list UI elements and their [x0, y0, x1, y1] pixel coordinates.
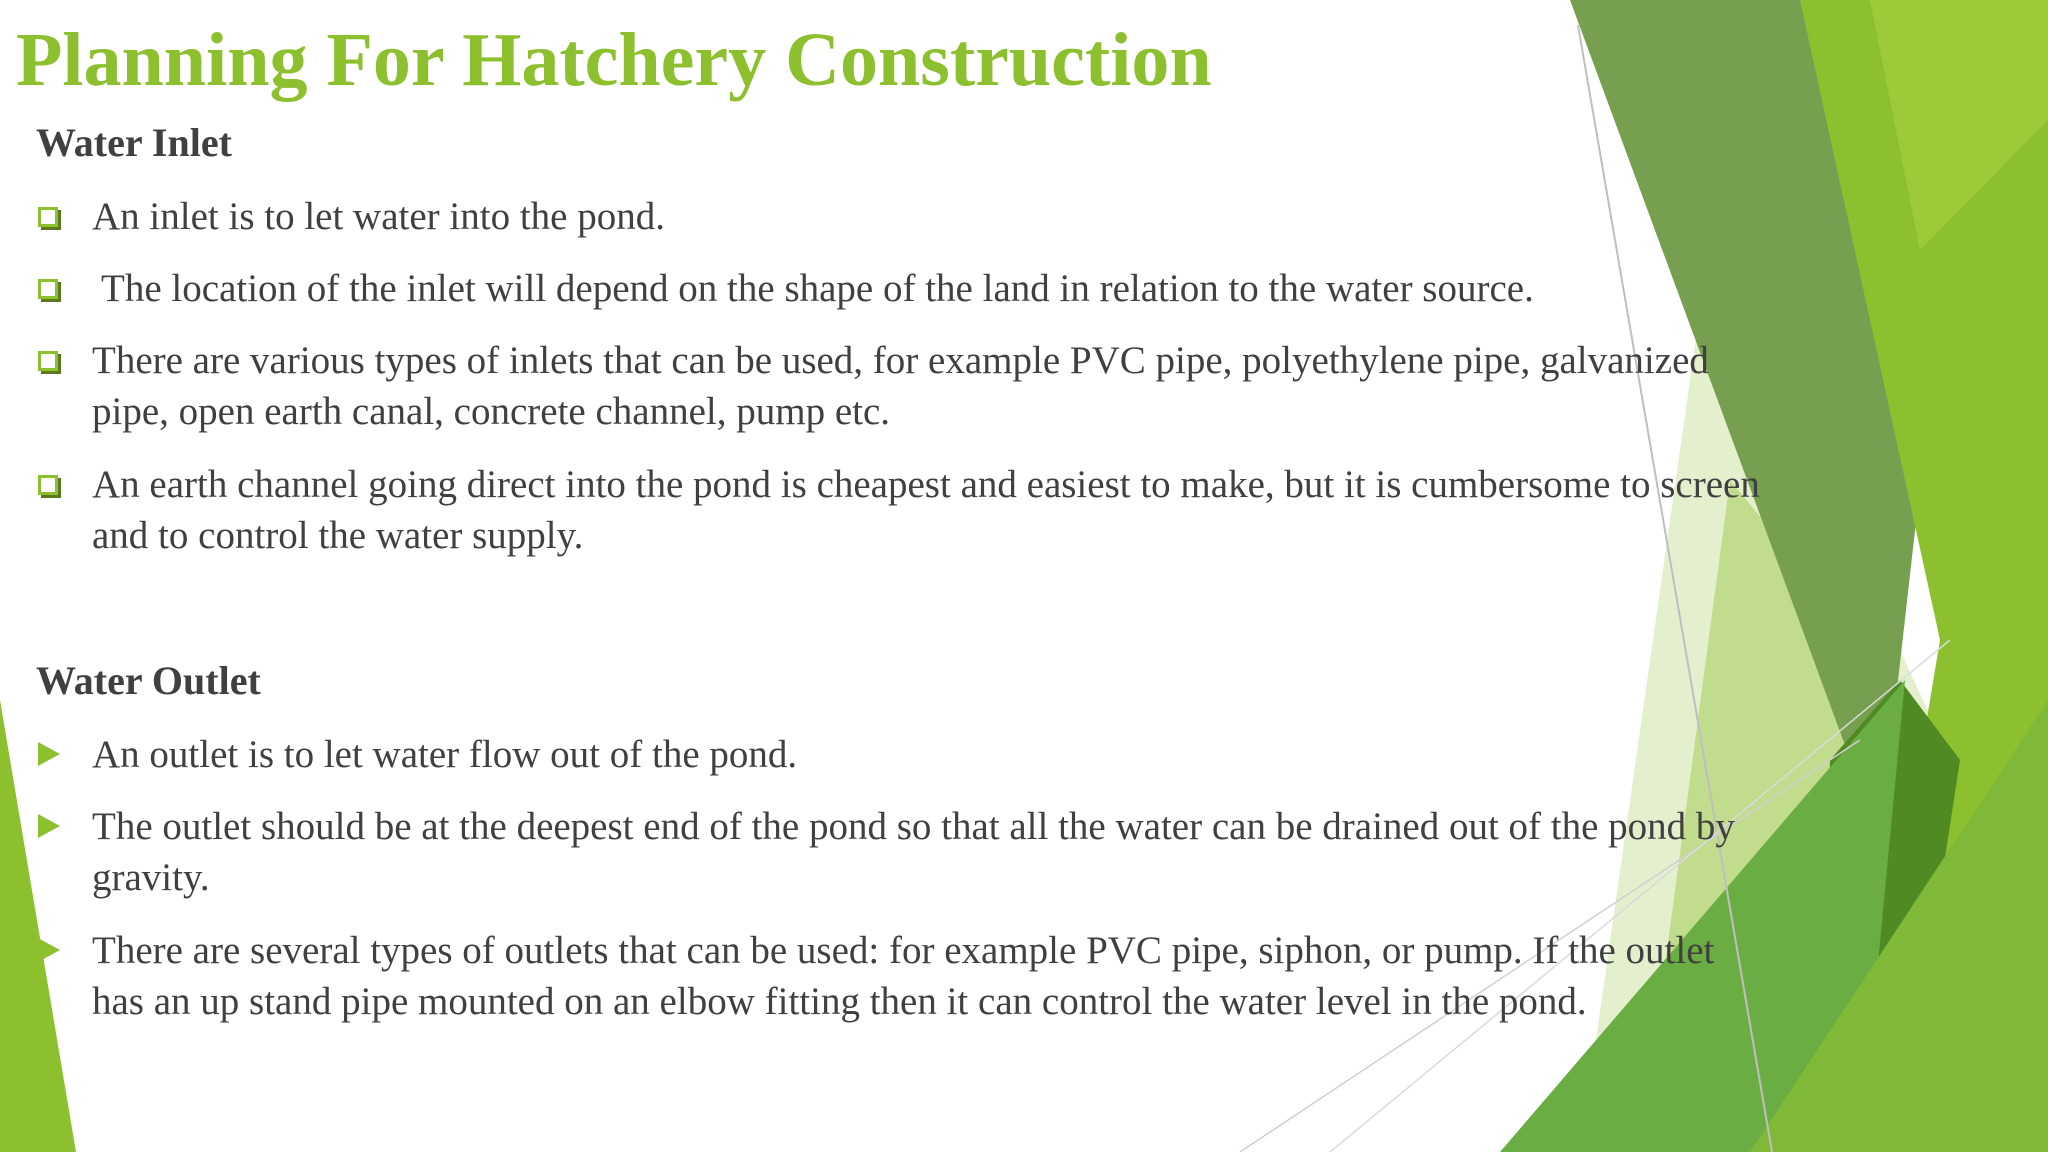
triangle-bullet-icon: [38, 742, 60, 766]
triangle-bullet-icon: [38, 938, 60, 962]
bullet-text: There are various types of inlets that can be used, for example PVC pipe, polyethylene pipe, galvanized pipe, open earth canal, concrete channel, pump etc.: [92, 339, 1709, 433]
square-bullet-icon: [38, 351, 58, 371]
left-green-sliver: [0, 700, 76, 1152]
triangle-bullet-icon: [38, 814, 60, 838]
bullet-text: There are several types of outlets that can be used: for example PVC pipe, siphon, or pump. If the outlet has an up stand pipe mounted on an elbow fitting then it can control the water level in the pond.: [92, 929, 1715, 1023]
slide-title: Planning For Hatchery Construction: [16, 18, 1212, 102]
square-bullet-icon: [38, 475, 58, 495]
bullet-text: An earth channel going direct into the pond is cheapest and easiest to make, but it is cumbersome to screen and to control the water supply.: [92, 463, 1760, 557]
bullet-text: An inlet is to let water into the pond.: [92, 195, 665, 238]
bullet-text: The outlet should be at the deepest end of the pond so that all the water can be drained out of the pond by gravity.: [92, 805, 1735, 899]
square-bullet-icon: [38, 207, 58, 227]
square-bullet-icon: [38, 279, 58, 299]
bullet-text: The location of the inlet will depend on the shape of the land in relation to the water source.: [92, 267, 1534, 310]
section-heading-water-inlet: Water Inlet: [36, 120, 232, 165]
bullet-text: An outlet is to let water flow out of the pond.: [92, 733, 798, 776]
section-heading-water-outlet: Water Outlet: [36, 658, 261, 703]
